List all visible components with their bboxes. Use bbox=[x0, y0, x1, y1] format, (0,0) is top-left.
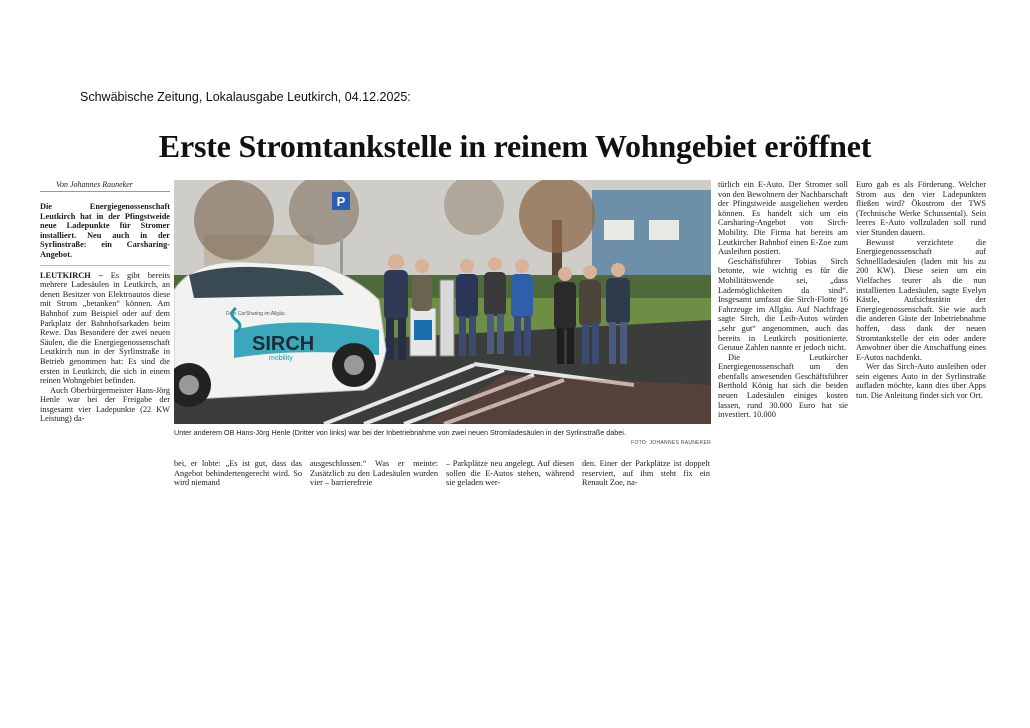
car-brand-sub: mobility bbox=[269, 355, 293, 362]
article-column-5: den. Einer der Parkplätze ist doppelt reserviert, auf ihm steht fix ein Renault Zoe, na- bbox=[582, 459, 710, 488]
source-line: Schwäbische Zeitung, Lokalausgabe Leutkirch, 04.12.2025: bbox=[80, 90, 411, 104]
body-paragraph: Die Leutkircher Energiegenossenschaft um den ebenfalls anwesenden Geschäftsführer Berthold König hat sich die beiden neuen Ladesäulen einiges kosten lassen, rund 30.000 Euro hat sie investiert. 10.000 bbox=[718, 352, 848, 420]
body-paragraph: türlich ein E-Auto. Der Stromer soll von den Bewohnern der Nachbarschaft der Pfingstweide ausgeliehen werden können. Es handelt sich um ein Carsharing-Angebot von Sirch-Mobility. Die Firma hat bereits am Leutkircher Bahnhof einen E-Zoe zum Ausleihen postiert. bbox=[718, 180, 848, 257]
article-column-1 bbox=[40, 202, 170, 478]
parking-sign-letter: P bbox=[336, 194, 346, 209]
station-display bbox=[414, 320, 432, 340]
car-brand-logo: SIRCH bbox=[252, 333, 315, 355]
article-column-6 bbox=[718, 180, 848, 498]
charging-station bbox=[440, 280, 454, 356]
photo-caption: Unter anderem OB Hans-Jörg Henle (Dritter von links) war bei der Inbetriebnahme von zwei neuen Stromladesäulen in der Syrlinstraße dabei. bbox=[174, 428, 626, 437]
car-banner: Dein CarSharing im Allgäu bbox=[226, 311, 285, 317]
photo-illustration bbox=[174, 180, 711, 424]
body-paragraph: Euro gab es als Förderung. Welcher Strom aus den vier Ladepunkten fließen wird? Ökostrom der TWS (Technische Werke Schussental). Sein leeres E-Auto vollzuladen soll rund vier Stunden dauern. bbox=[856, 180, 986, 237]
photo-credit: FOTO: JOHANNES RAUNEKER bbox=[631, 440, 711, 446]
window bbox=[649, 220, 679, 240]
article-column-3: ausgeschlossen.“ Was er meinte: Zusätzlich zu den Ladesäulen wurden vier – barrierefreie bbox=[310, 459, 438, 488]
body-paragraph-2: Auch Oberbürgermeister Hans-Jörg Henle war bei der Freigabe der insgesamt vier Ladepunkte (22 KW Leistung) da- bbox=[40, 385, 170, 424]
body-paragraph: Bewusst verzichtete die Energiegenossenschaft auf Schnellladesäulen (laden mit bis zu 200 KW). Diese seien um ein Vielfaches teurer als die nun installierten Ladesäulen, sagte Evelyn Kästle, Aufsichtsrätin der Energiegenossenschaft. Sie wie auch die anderen Gäste der Inbetriebnahme hoffen, dass dank der neuen Stromtankstelle der ein oder andere Anwohner über die Anschaffung eines E-Autos nachdenkt. bbox=[856, 237, 986, 362]
dateline: LEUTKIRCH – bbox=[40, 270, 103, 280]
byline: Von Johannes Rauneker bbox=[40, 180, 170, 192]
lead-divider bbox=[40, 265, 170, 266]
article-column-2: bei, er lobte: „Es ist gut, dass das Angebot behindertengerecht wird. So wird niemand bbox=[174, 459, 302, 488]
lead-paragraph: Die Energiegenossenschaft Leutkirch hat in der Pfingstweide neue Ladepunkte für Stromer installiert. Neu auch in der Syrlinstraße: ein Carsharing-Angebot. bbox=[40, 202, 170, 259]
article-column-7 bbox=[856, 180, 986, 498]
body-paragraph: Wer das Sirch-Auto ausleihen oder sein eigenes Auto in der Syrlinstraße aufladen möchte, kann dies über Apps tun. Die Anleitung findet sich vor Ort. bbox=[856, 362, 986, 401]
paragraph-text: Es gibt bereits mehrere Ladesäulen in Leutkirch, an denen Besitzer von Elektroautos diese mit Strom „betanken“ können. Am Bahnhof zum Beispiel oder auf dem Parkplatz der Bahnhofsarkaden beim Rewe. Das Besondere der zwei neuen Säulen, die die Energiegenossenschaft Leutkirch nun in der Syrlinstraße in Betrieb genommen hat: Es sind die ersten in Leutkirch, die sich in einem reinen Wohngebiet befinden. bbox=[40, 270, 170, 386]
body-paragraph-1 bbox=[40, 271, 170, 386]
article-photo bbox=[174, 180, 711, 424]
window bbox=[604, 220, 634, 240]
article-column-4: – Parkplätze neu angelegt. Auf diesen sollen die E-Autos stehen, während sie geladen wer- bbox=[446, 459, 574, 488]
headline: Erste Stromtankstelle in reinem Wohngebiet eröffnet bbox=[158, 128, 872, 164]
body-paragraph: Geschäftsführer Tobias Sirch betonte, wie wichtig es für die Mobilitätswende sei, „dass Lademöglichkeiten da sind“. Insgesamt umfasst die Sirch-Flotte 16 Fahrzeuge im Allgäu. Auf Nachfrage sagte Sirch, die Leih-Autos würden „sehr gut“ angenommen, auch das bereits in Leutkirch positionierte. Genaue Zahlen nannte er jedoch nicht. bbox=[718, 256, 848, 353]
